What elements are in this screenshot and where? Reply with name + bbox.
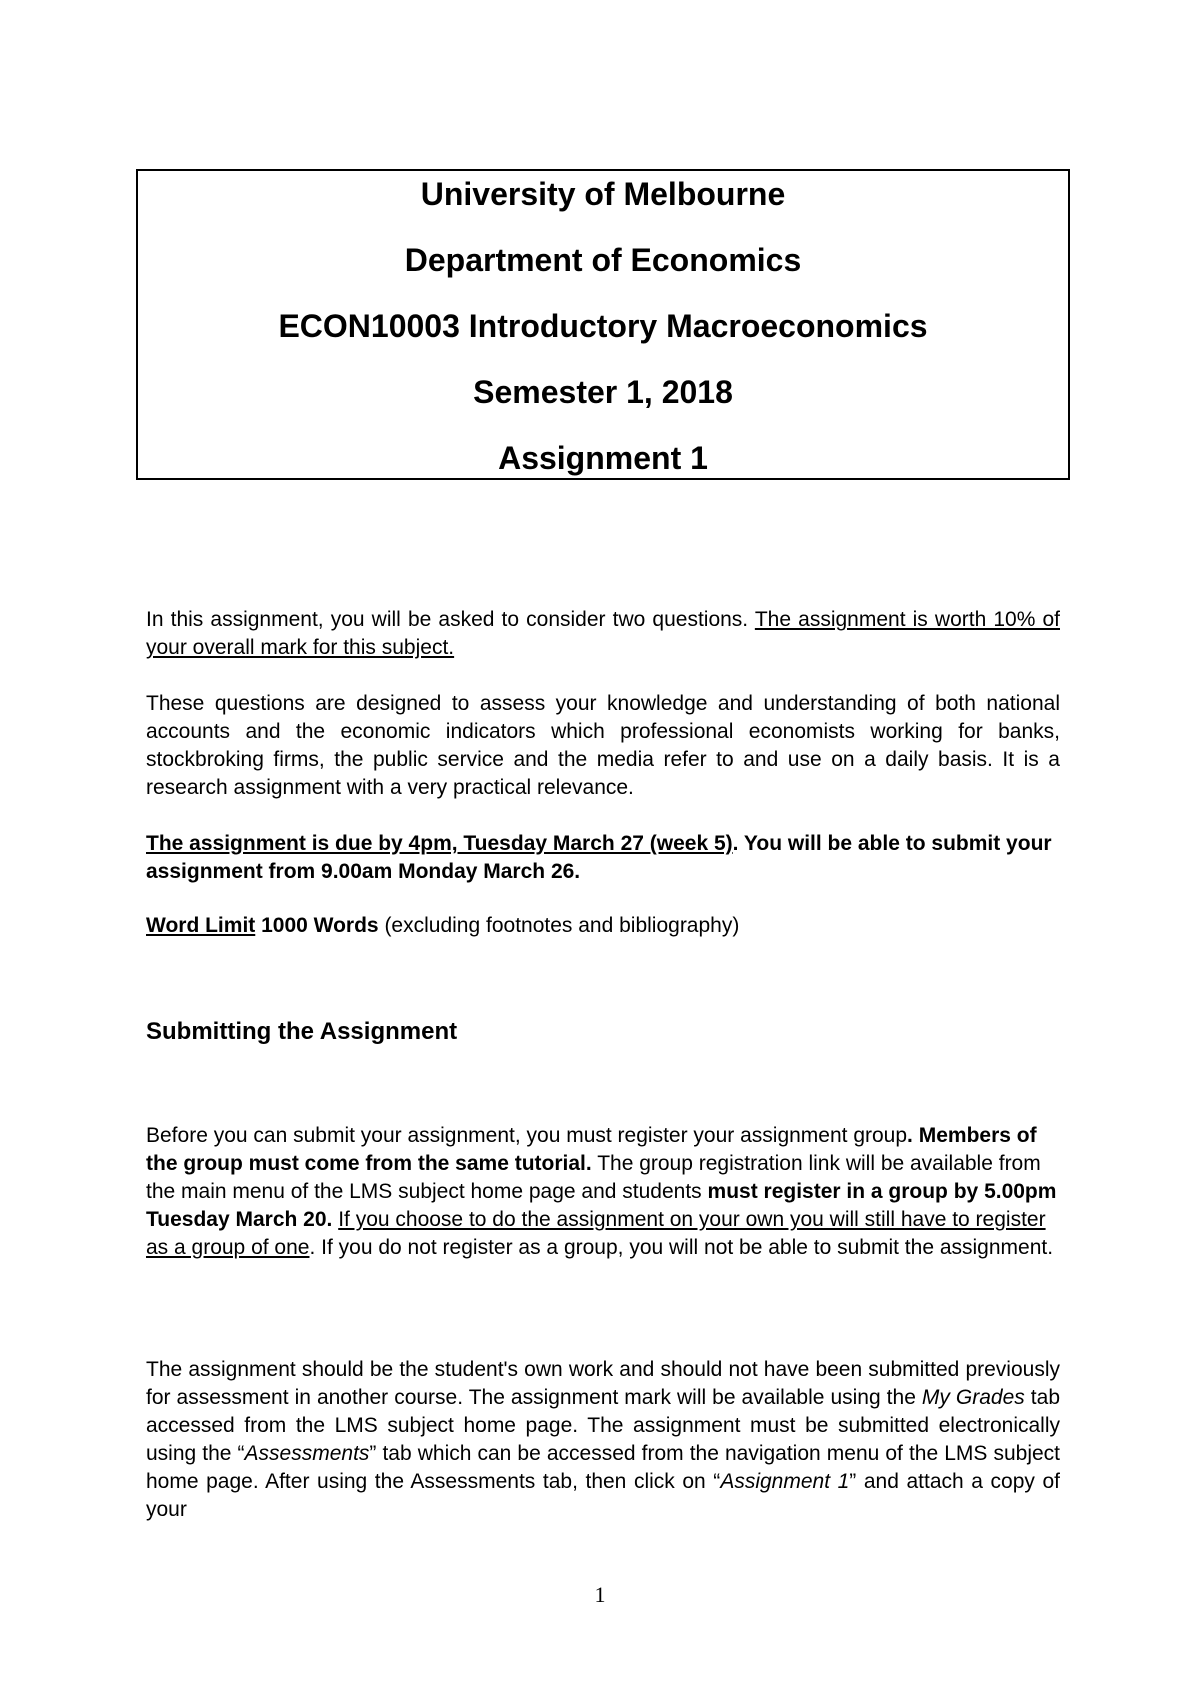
registration-paragraph: Before you can submit your assignment, you must register your assignment group. Members of the group must come from the same tutorial. The group registration link will be available from the main menu of the LMS subject home page and students must register in a group by 5.00pm Tuesday March 20. If you choose to do the assignment on your own you will still have to register as a group of one. If you do not register as a group, you will not be able to submit the assignment.: [146, 1124, 1057, 1259]
assignment-title: Assignment 1: [498, 440, 708, 476]
word-limit-label: Word Limit: [146, 914, 256, 937]
due-date-paragraph: The assignment is due by 4pm, Tuesday March 27 (week 5). You will be able to submit your assignment from 9.00am Monday March 26.: [146, 832, 1052, 883]
word-limit-value: 1000 Words: [255, 914, 379, 937]
worth-note: The assignment is worth 10% of your overall mark for this subject.: [146, 608, 1060, 659]
same-tutorial-note: Members of the group must come from the same tutorial.: [146, 1124, 1037, 1175]
purpose-paragraph: These questions are designed to assess your knowledge and understanding of both national accounts and the economic indicators which professional economists working for banks, stockbroking firms, the public service and the media refer to and use on a daily basis. It is a research assignment with a very practical relevance.: [146, 692, 1060, 799]
registration-deadline: must register in a group by 5.00pm Tuesday March 20.: [146, 1180, 1057, 1231]
submission-paragraph: The assignment should be the student's own work and should not have been submitted previously for assessment in another course. The assignment mark will be available using the My Grades tab accessed from the LMS subject home page. The assignment must be submitted electronically using the “Assessments” tab which can be accessed from the navigation menu of the LMS subject home page. After using the Assessments tab, then click on “Assignment 1” and attach a copy of your: [146, 1358, 1061, 1521]
course-title: ECON10003 Introductory Macroeconomics: [278, 308, 928, 344]
page-number: 1: [594, 1582, 606, 1607]
title-box: [136, 169, 1070, 480]
group-of-one-note: If you choose to do the assignment on your own you will still have to register as a group of one: [146, 1208, 1046, 1259]
university-title: University of Melbourne: [420, 176, 786, 212]
intro-paragraph: In this assignment, you will be asked to consider two questions. The assignment is worth 10% of your overall mark for this subject.: [146, 608, 1060, 659]
section-heading: Submitting the Assignment: [146, 1018, 458, 1045]
semester-title: Semester 1, 2018: [473, 374, 733, 410]
deadline: The assignment is due by 4pm, Tuesday March 27 (week 5): [146, 832, 733, 855]
department-title: Department of Economics: [404, 242, 802, 278]
word-limit-paragraph: Word Limit 1000 Words (excluding footnotes and bibliography): [146, 914, 740, 937]
